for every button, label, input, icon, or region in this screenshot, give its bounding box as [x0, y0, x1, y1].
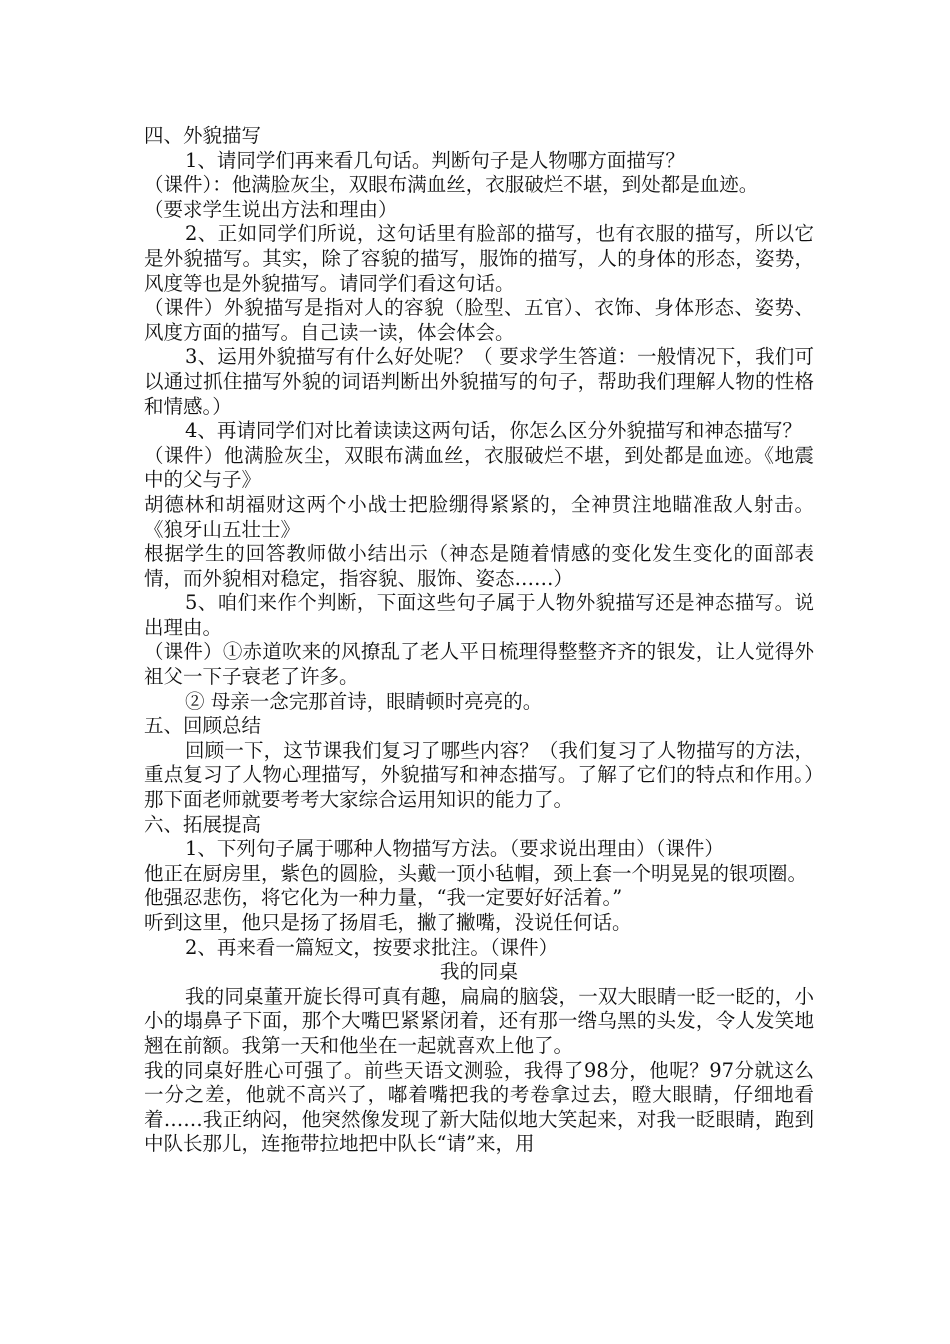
- section-heading-review: 五、回顾总结: [144, 714, 262, 738]
- extension-question-1: 1、下列句子属于哪种人物描写方法。（要求说出理由）（课件）: [185, 837, 724, 861]
- courseware-sentence: （课件）：他满脸灰尘，双眼布满血丝，衣服破烂不堪，到处都是血迹。: [144, 173, 759, 197]
- essay-paragraph-2: 我的同桌好胜心可强了。前些天语文测验，我得了98分，他呢？97分就这么一分之差，他就不高兴了，嘟着嘴把我的考卷拿过去，瞪大眼睛，仔细地看着……我正纳闷，他突然像发现了新大陆似地大笑起来，对我一眨眼睛，跑到中队长那儿，连拖带拉地把中队长“请”来，用: [144, 1058, 814, 1156]
- extension-sentence-3: 听到这里，他只是扬了扬眉毛，撇了撇嘴，没说任何话。: [144, 911, 632, 934]
- courseware-example-2: 胡德林和胡福财这两个小战士把脸绷得紧紧的，全神贯注地瞄准敌人射击。《狼牙山五壮士》: [144, 492, 814, 541]
- section-heading-extension: 六、拓展提高: [144, 812, 262, 836]
- question-5: 5、咱们来作个判断，下面这些句子属于人物外貌描写还是神态描写。说出理由。: [144, 591, 814, 639]
- extension-sentence-1: 他正在厨房里，紫色的圆脸，头戴一顶小毡帽，颈上套一个明晃晃的银项圈。: [144, 861, 808, 885]
- extension-question-2: 2、再来看一篇短文，按要求批注。（课件）: [185, 935, 559, 959]
- teacher-summary: 根据学生的回答教师做小结出示（神态是随着情感的变化发生变化的面部表情，而外貌相对稳定，指容貌、服饰、姿态……）: [144, 542, 814, 590]
- essay-paragraph-1: 我的同桌董开旋长得可真有趣，扁扁的脑袋，一双大眼睛一眨一眨的，小小的塌鼻子下面，那个大嘴巴紧紧闭着，还有那一绺乌黑的头发，令人发笑地翘在前额。我第一天和他坐在一起就喜欢上他了。: [144, 984, 814, 1057]
- requirement-note: （要求学生说出方法和理由）: [144, 197, 398, 221]
- question-1: 1、请同学们再来看几句话。判断句子是人物哪方面描写？: [185, 148, 685, 172]
- courseware-example-1: （课件）他满脸灰尘，双眼布满血丝，衣服破烂不堪，到处都是血迹。《地震中的父与子》: [144, 443, 814, 492]
- review-paragraph: 回顾一下，这节课我们复习了哪些内容？（我们复习了人物描写的方法，重点复习了人物心理描写，外貌描写和神态描写。了解了它们的特点和作用。）那下面老师就要考考大家综合运用知识的能力了。: [144, 738, 814, 812]
- question-4: 4、再请同学们对比着读读这两句话，你怎么区分外貌描写和神态描写？: [185, 419, 802, 443]
- courseware-definition: （课件）外貌描写是指对人的容貌（脸型、五官）、衣饰、身体形态、姿势、风度方面的描写。自己读一读，体会体会。: [144, 296, 814, 344]
- section-heading-appearance: 四、外貌描写: [144, 124, 262, 147]
- document-page: [144, 124, 814, 1157]
- essay-title: 我的同桌: [439, 960, 518, 984]
- question-2: 2、正如同学们所说，这句话里有脸部的描写，也有衣服的描写，所以它是外貌描写。其实，除了容貌的描写，服饰的描写，人的身体的形态，姿势，风度等也是外貌描写。请同学们看这句话。: [144, 222, 814, 295]
- question-3: 3、运用外貌描写有什么好处呢？（ 要求学生答道：一般情况下，我们可以通过抓住描写外貌的词语判断出外貌描写的句子，帮助我们理解人物的性格和情感。）: [144, 345, 814, 418]
- courseware-judgement-1: （课件）①赤道吹来的风撩乱了老人平日梳理得整整齐齐的银发，让人觉得外祖父一下子衰老了许多。: [144, 640, 814, 689]
- courseware-judgement-2: ② 母亲一念完那首诗，眼睛顿时亮亮的。: [185, 689, 543, 713]
- extension-sentence-2: 他强忍悲伤，将它化为一种力量，“我一定要好好活着。”: [144, 886, 623, 910]
